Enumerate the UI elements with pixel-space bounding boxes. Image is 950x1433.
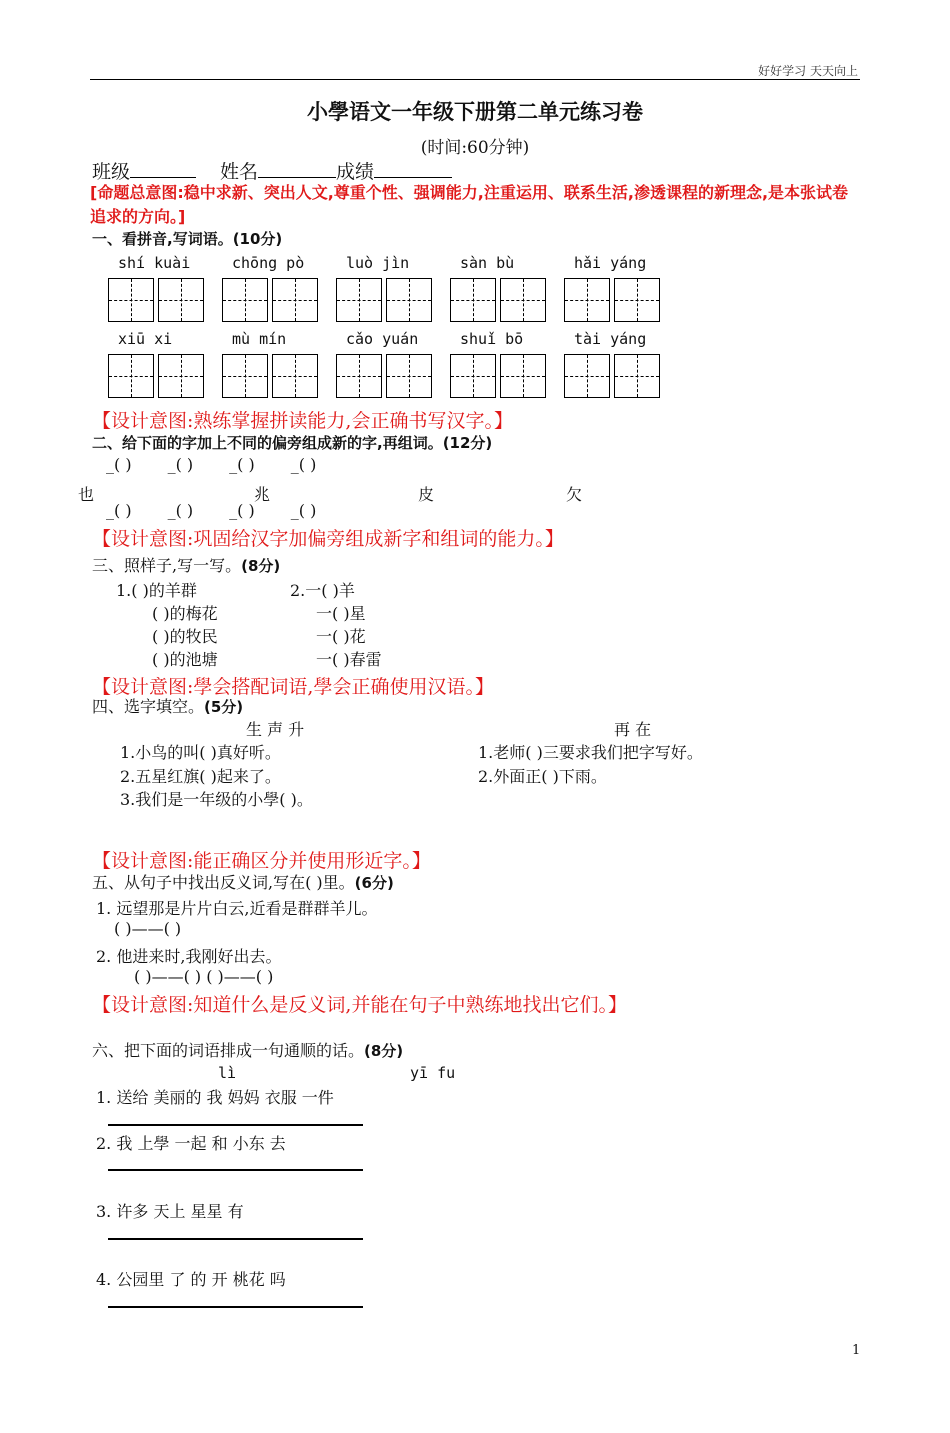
writing-cell[interactable] (564, 278, 610, 322)
s4-right-1: 1.老师( )三要求我们把字写好。 (478, 743, 703, 762)
student-info (92, 157, 452, 184)
s2-char-1: 也 (78, 485, 95, 504)
section1-heading: 一、看拼音,写词语。(10分) (92, 230, 283, 248)
s4-left-1: 1.小鸟的叫( )真好听。 (120, 743, 281, 762)
pinyin-label: sàn bù (460, 254, 515, 272)
s3-right-3: 一( )花 (316, 627, 366, 646)
page-number: 1 (852, 1343, 861, 1358)
class-blank[interactable] (130, 159, 196, 178)
writing-cell[interactable] (336, 354, 382, 398)
pinyin-label: shí kuài (118, 254, 191, 272)
s4-right-2: 2.外面正( )下雨。 (478, 767, 607, 786)
pinyin-label: cǎo yuán (346, 330, 419, 348)
s6-answer-line-2[interactable] (108, 1169, 363, 1171)
s6-answer-line-1[interactable] (108, 1124, 363, 1126)
section2-heading: 二、给下面的字加上不同的偏旁组成新的字,再组词。(12分) (92, 434, 493, 452)
s2-char-2: 兆 (254, 485, 271, 504)
writing-cell[interactable] (500, 278, 546, 322)
pinyin-label: tài yáng (574, 330, 647, 348)
s5-answer-2: ( )——( ) ( )——( ) (134, 967, 274, 986)
s2-slots-row1: _( ) _( ) _( ) _( ) (106, 455, 317, 474)
writing-cell[interactable] (386, 354, 432, 398)
section5-design: 【设计意图:知道什么是反义词,并能在句子中熟练地找出它们。】 (92, 994, 627, 1016)
name-label: 姓名 (220, 161, 259, 183)
writing-cell[interactable] (222, 278, 268, 322)
s2-char-4: 欠 (566, 485, 583, 504)
s3-right-2: 一( )星 (316, 604, 366, 623)
pinyin-label: chōng pò (232, 254, 305, 272)
s5-question-2: 2. 他进来时,我刚好出去。 (96, 947, 282, 966)
writing-cell[interactable] (336, 278, 382, 322)
s4-left-2: 2.五星红旗( )起来了。 (120, 767, 281, 786)
section4-heading: 四、选字填空。(5分) (92, 697, 244, 716)
pinyin-label: mù mín (232, 330, 287, 348)
writing-cell[interactable] (386, 278, 432, 322)
s3-left-4: ( )的池塘 (152, 650, 218, 669)
s3-left-3: ( )的牧民 (152, 627, 218, 646)
pinyin-label: hǎi yáng (574, 254, 647, 272)
section3-design: 【设计意图:學会搭配词语,學会正确使用汉语。】 (92, 676, 494, 698)
s4-left-3: 3.我们是一年级的小學( )。 (120, 790, 313, 809)
writing-cell[interactable] (450, 278, 496, 322)
writing-cell[interactable] (108, 354, 154, 398)
writing-cell[interactable] (272, 354, 318, 398)
pinyin-label: shuǐ bō (460, 330, 524, 348)
section6-heading: 六、把下面的词语排成一句通顺的话。(8分) (92, 1041, 404, 1060)
s2-slots-row2: _( ) _( ) _( ) _( ) (106, 501, 317, 520)
overall-intent: [命题总意图:稳中求新、突出人文,尊重个性、强调能力,注重运用、联系生活,渗透课程的新理念,是本张试卷追求的方向。] (90, 183, 849, 226)
score-blank[interactable] (374, 159, 452, 178)
s3-right-1: 2.一( )羊 (290, 581, 355, 600)
s6-item-1: 1. 送给 美丽的 我 妈妈 衣服 一件 (96, 1088, 334, 1107)
s3-left-2: ( )的梅花 (152, 604, 218, 623)
time-limit: (时间:60分钟) (420, 138, 530, 158)
section3-heading: 三、照样子,写一写。(8分) (92, 556, 281, 575)
s3-left-1: 1.( )的羊群 (116, 581, 197, 600)
pinyin-label: xiū xi (118, 330, 173, 348)
writing-cell[interactable] (564, 354, 610, 398)
s2-char-3: 皮 (418, 485, 435, 504)
s6-item-3: 3. 许多 天上 星星 有 (96, 1202, 244, 1221)
name-blank[interactable] (258, 159, 336, 178)
section5-heading: 五、从句子中找出反义词,写在( )里。(6分) (92, 873, 394, 892)
class-label: 班级 (92, 161, 131, 183)
header-rule (90, 79, 860, 80)
s4-choice-group-2: 再 在 (614, 720, 652, 739)
section1-design: 【设计意图:熟练掌握拼读能力,会正确书写汉字。】 (92, 410, 513, 432)
writing-cell[interactable] (614, 278, 660, 322)
section2-design: 【设计意图:巩固给汉字加偏旁组成新字和组词的能力。】 (92, 528, 564, 550)
s6-pinyin-2: yī fu (410, 1064, 456, 1082)
s6-answer-line-4[interactable] (108, 1306, 363, 1308)
score-label: 成绩 (336, 161, 375, 183)
writing-cell[interactable] (158, 278, 204, 322)
s3-right-4: 一( )春雷 (316, 650, 382, 669)
s6-item-2: 2. 我 上學 一起 和 小东 去 (96, 1134, 286, 1153)
s5-question-1: 1. 远望那是片片白云,近看是群群羊儿。 (96, 899, 378, 918)
writing-cell[interactable] (614, 354, 660, 398)
writing-cell[interactable] (500, 354, 546, 398)
s4-choice-group-1: 生 声 升 (246, 720, 305, 739)
section4-design: 【设计意图:能正确区分并使用形近字。】 (92, 850, 431, 872)
writing-cell[interactable] (158, 354, 204, 398)
pinyin-label: luò jìn (346, 254, 410, 272)
s6-pinyin-1: lì (218, 1064, 237, 1082)
page-title: 小學语文一年级下册第二单元练习卷 (307, 100, 643, 124)
writing-cell[interactable] (450, 354, 496, 398)
s6-answer-line-3[interactable] (108, 1238, 363, 1240)
s5-answer-1: ( )——( ) (114, 919, 182, 938)
writing-cell[interactable] (272, 278, 318, 322)
writing-cell[interactable] (222, 354, 268, 398)
header-motto: 好好学习 天天向上 (758, 64, 858, 78)
s6-item-4: 4. 公园里 了 的 开 桃花 吗 (96, 1270, 286, 1289)
writing-cell[interactable] (108, 278, 154, 322)
